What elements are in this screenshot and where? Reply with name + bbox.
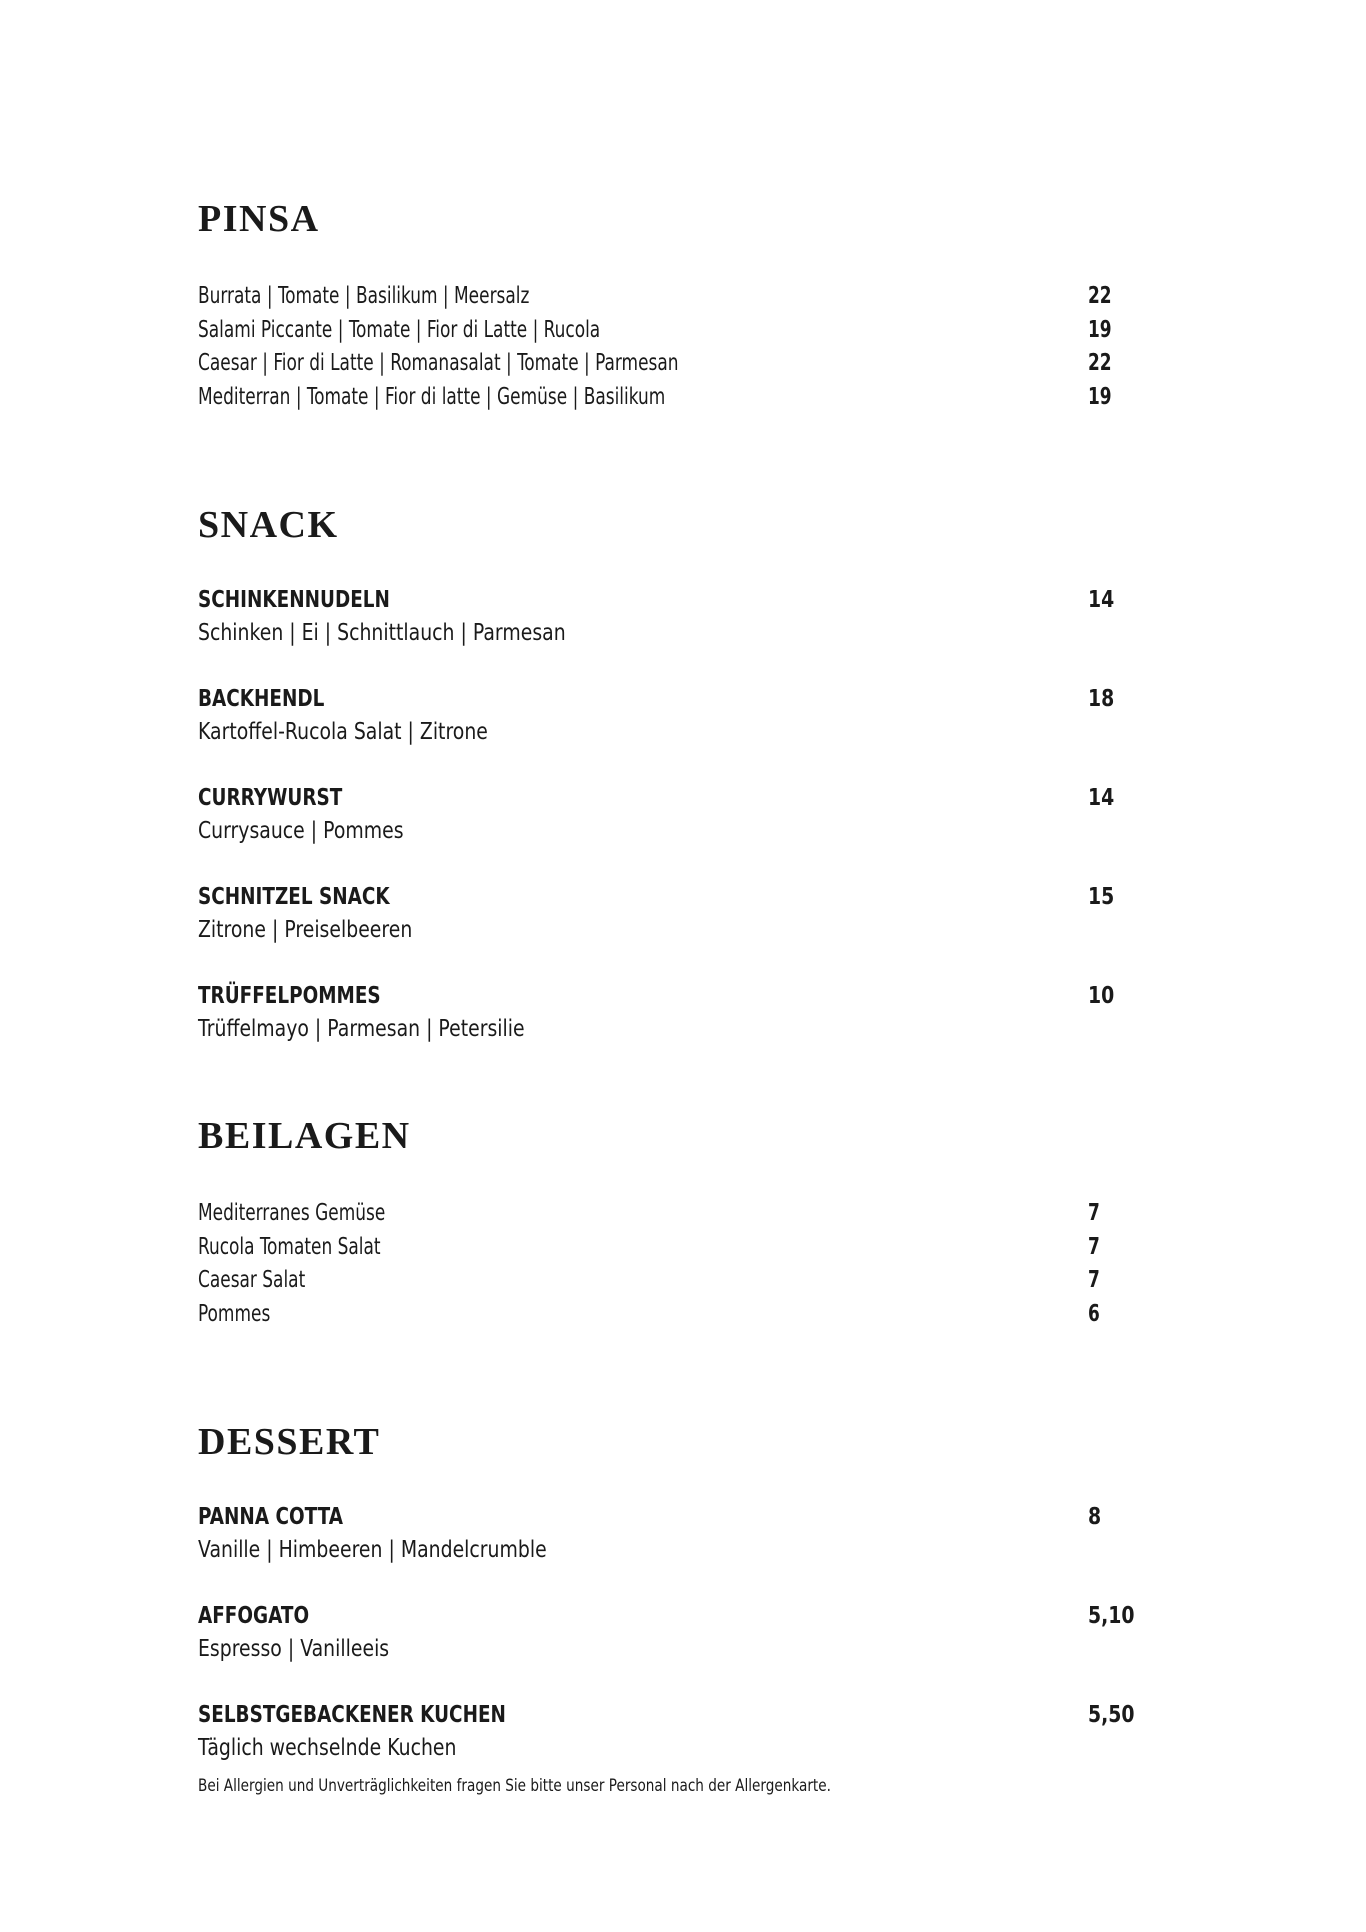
snack-list	[198, 584, 1148, 1046]
section-title-beilagen: BEILAGEN	[198, 1115, 411, 1157]
menu-item	[198, 1501, 1148, 1567]
menu-row-text: Mediterranes Gemüse	[198, 1200, 386, 1226]
section-snack	[198, 502, 1148, 1046]
menu-row-price: 6	[1088, 1300, 1100, 1327]
menu-row-text: Caesar Salat	[198, 1267, 306, 1293]
menu-item-name: AFFOGATO	[198, 1603, 310, 1629]
menu-item-description: Zitrone | Preiselbeeren	[198, 917, 413, 943]
menu-row-text: Rucola Tomaten Salat	[198, 1233, 381, 1260]
menu-item-description: Currysauce | Pommes	[198, 818, 404, 844]
menu-item-name: PANNA COTTA	[198, 1504, 343, 1530]
section-beilagen	[198, 1113, 1148, 1331]
menu-item-description: Trüffelmayo | Parmesan | Petersilie	[198, 1016, 525, 1042]
menu-item-name: SELBSTGEBACKENER KUCHEN	[198, 1702, 506, 1728]
menu-page	[198, 196, 1148, 1798]
section-pinsa	[198, 196, 1148, 414]
section-dessert	[198, 1419, 1148, 1765]
menu-item-description: Vanille | Himbeeren | Mandelcrumble	[198, 1537, 547, 1563]
menu-item	[198, 782, 1148, 848]
menu-item-description: Täglich wechselnde Kuchen	[198, 1735, 457, 1761]
menu-item	[198, 584, 1148, 650]
menu-item-description: Kartoffel-Rucola Salat | Zitrone	[198, 719, 488, 745]
menu-item-price: 18	[1088, 686, 1115, 712]
section-title-pinsa: PINSA	[198, 198, 320, 240]
menu-item	[198, 881, 1148, 947]
menu-row	[198, 314, 1148, 348]
dessert-list	[198, 1501, 1148, 1765]
menu-item-description: Espresso | Vanilleeis	[198, 1636, 390, 1662]
menu-row	[198, 280, 1148, 314]
menu-item-name: BACKHENDL	[198, 686, 325, 712]
menu-item-price: 5,10	[1088, 1603, 1135, 1629]
menu-row-text: Pommes	[198, 1300, 271, 1327]
menu-item	[198, 1699, 1148, 1765]
menu-row-price: 22	[1088, 283, 1112, 309]
menu-row	[198, 1298, 1148, 1332]
menu-item-name: CURRYWURST	[198, 785, 343, 811]
menu-item-name: SCHNITZEL SNACK	[198, 884, 390, 910]
section-title-dessert: DESSERT	[198, 1421, 381, 1463]
menu-item	[198, 980, 1148, 1046]
section-title-snack: SNACK	[198, 504, 339, 546]
menu-item-price: 14	[1088, 785, 1115, 811]
menu-row-text: Caesar | Fior di Latte | Romanasalat | Tomate | Parmesan	[198, 350, 679, 376]
menu-row-text: Salami Piccante | Tomate | Fior di Latte | Rucola	[198, 316, 601, 343]
beilagen-list	[198, 1197, 1148, 1331]
menu-row-price: 19	[1088, 316, 1112, 343]
allergen-notice: Bei Allergien und Unverträglichkeiten fragen Sie bitte unser Personal nach der Allergenkarte.	[198, 1776, 831, 1796]
menu-item-price: 10	[1088, 983, 1115, 1009]
menu-row	[198, 1231, 1148, 1265]
pinsa-list	[198, 280, 1148, 414]
menu-row	[198, 1264, 1148, 1298]
menu-row-price: 19	[1088, 383, 1112, 410]
menu-item-description: Schinken | Ei | Schnittlauch | Parmesan	[198, 620, 566, 646]
menu-item-price: 5,50	[1088, 1702, 1135, 1728]
menu-item-name: SCHINKENNUDELN	[198, 587, 390, 613]
menu-item-price: 15	[1088, 884, 1115, 910]
menu-row	[198, 1197, 1148, 1231]
menu-row-price: 7	[1088, 1267, 1100, 1293]
menu-item	[198, 1600, 1148, 1666]
menu-item-name: TRÜFFELPOMMES	[198, 983, 381, 1009]
menu-item-price: 8	[1088, 1504, 1102, 1530]
menu-row-price: 22	[1088, 350, 1112, 376]
menu-item-price: 14	[1088, 587, 1115, 613]
menu-item	[198, 683, 1148, 749]
menu-row	[198, 347, 1148, 381]
menu-row-price: 7	[1088, 1233, 1100, 1260]
menu-row-price: 7	[1088, 1200, 1100, 1226]
menu-row	[198, 381, 1148, 415]
menu-row-text: Mediterran | Tomate | Fior di latte | Gemüse | Basilikum	[198, 383, 666, 410]
menu-row-text: Burrata | Tomate | Basilikum | Meersalz	[198, 283, 530, 309]
